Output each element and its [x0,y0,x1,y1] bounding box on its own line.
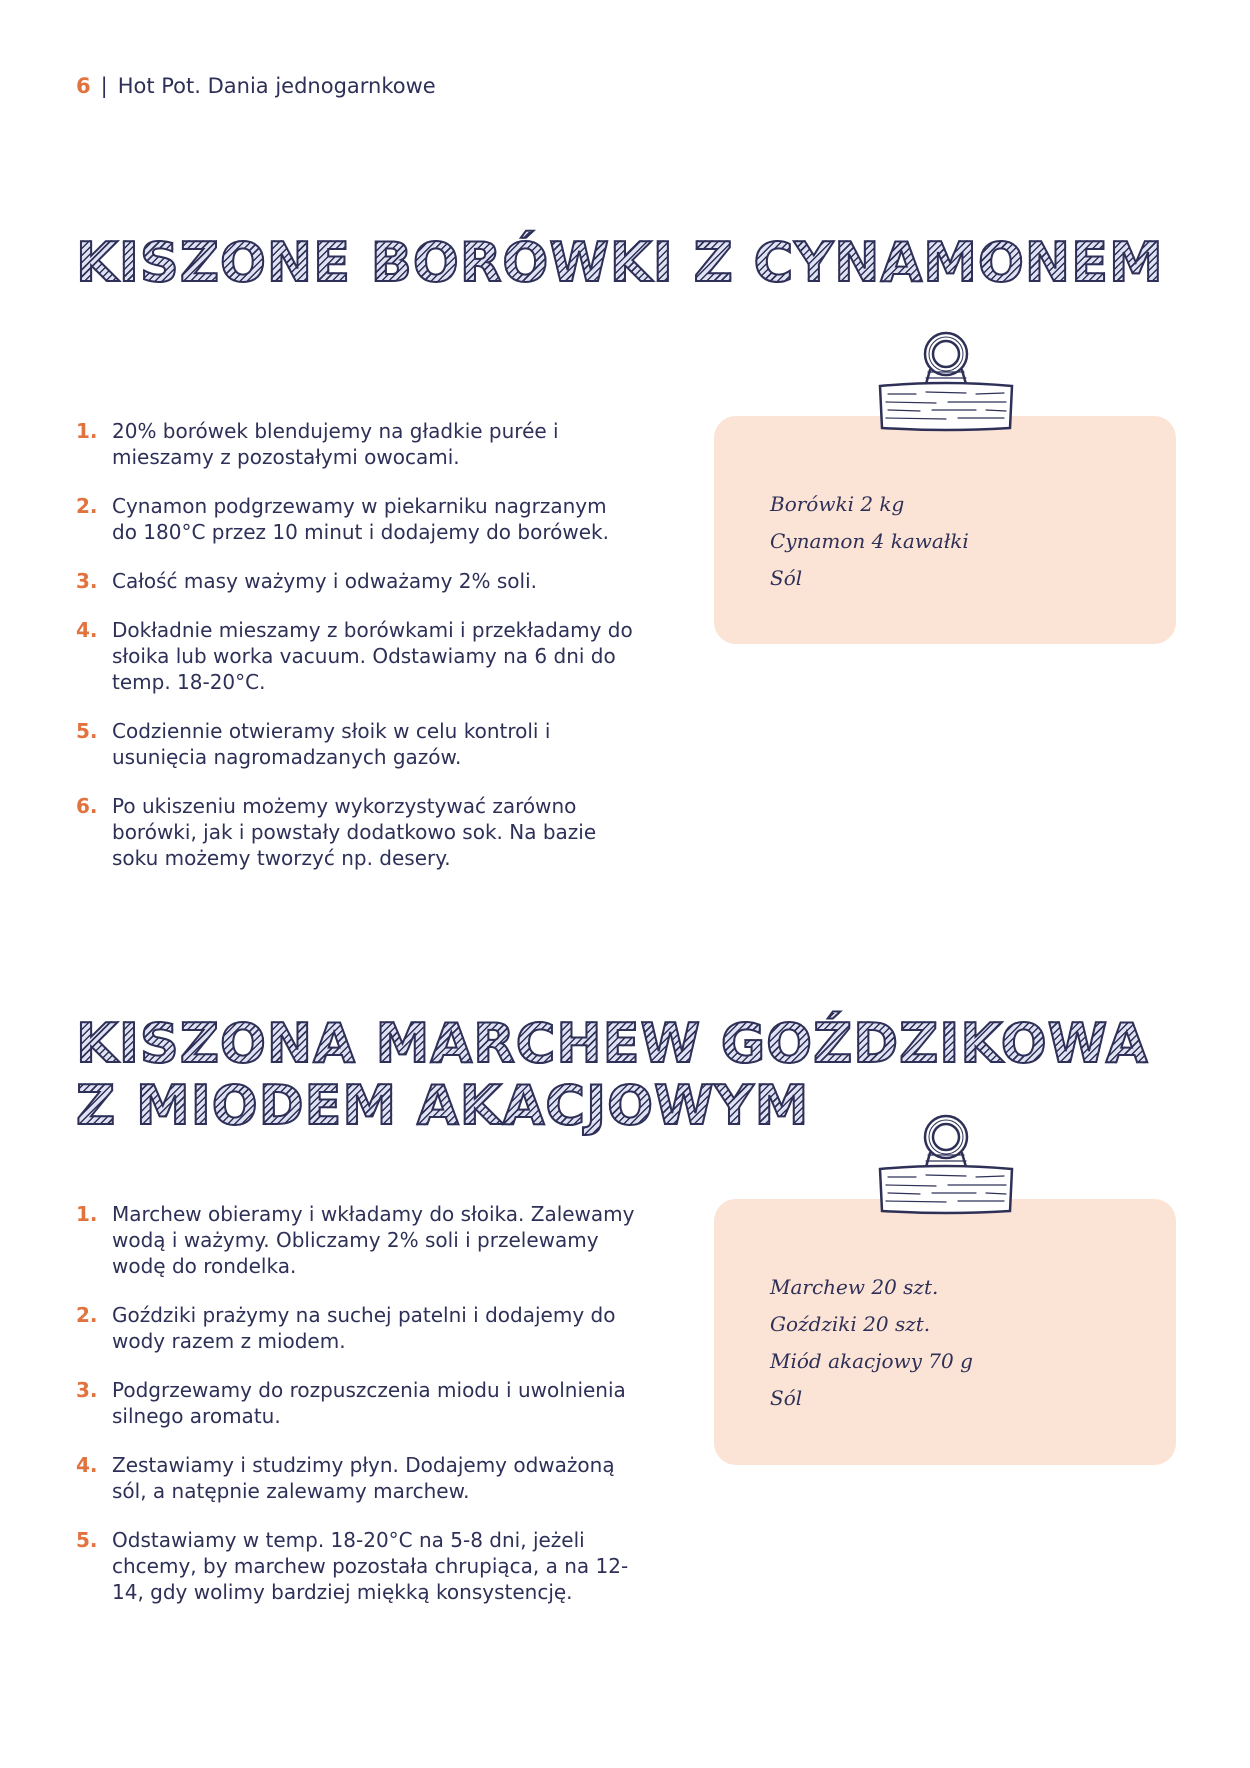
ingredient-item: Sól [770,566,803,590]
step-item [76,493,636,545]
step-text: Całość masy ważymy i odważamy 2% soli. [112,569,537,593]
step-text: Podgrzewamy do rozpuszczenia miodu i uwolnienia silnego aromatu. [112,1378,626,1428]
step-number: 5. [76,719,98,743]
step-number: 1. [76,1202,98,1226]
step-number: 4. [76,618,98,642]
step-number: 4. [76,1453,98,1477]
step-item [76,1201,636,1279]
step-text: Codziennie otwieramy słoik w celu kontroli i usunięcia nagromadzanych gazów. [112,719,551,769]
binder-clip-icon [876,328,1016,432]
recipe1-steps [76,418,636,894]
ingredient-item: Borówki 2 kg [770,492,905,516]
step-item [76,418,636,470]
page-number: 6 [76,74,91,98]
step-number: 2. [76,1303,98,1327]
step-text: Odstawiamy w temp. 18-20°C na 5-8 dni, jeżeli chcemy, by marchew pozostała chrupiąca, a na 12-14, gdy wolimy bardziej miękką konsystencję. [112,1528,629,1604]
step-text: Marchew obieramy i wkładamy do słoika. Zalewamy wodą i ważymy. Obliczamy 2% soli i przelewamy wodę do rondelka. [112,1202,635,1278]
step-number: 1. [76,419,98,443]
step-text: 20% borówek blendujemy na gładkie purée i mieszamy z pozostałymi owocami. [112,419,559,469]
step-item [76,617,636,695]
step-number: 3. [76,569,98,593]
step-item [76,718,636,770]
ingredient-item: Goździki 20 szt. [770,1312,931,1336]
step-text: Dokładnie mieszamy z borówkami i przekładamy do słoika lub worka vacuum. Odstawiamy na 6 dni do temp. 18-20°C. [112,618,633,694]
step-item [76,568,636,594]
ingredient-item: Cynamon 4 kawałki [770,529,969,553]
step-number: 5. [76,1528,98,1552]
step-text: Goździki prażymy na suchej patelni i dodajemy do wody razem z miodem. [112,1303,616,1353]
recipe1-ingredients [770,486,969,597]
step-number: 3. [76,1378,98,1402]
recipe1-title [76,232,1164,294]
step-item [76,1527,636,1605]
recipe1-ingredients-card [714,416,1176,644]
step-item [76,793,636,871]
page-header [76,74,436,98]
recipe2-ingredients-card [714,1199,1176,1465]
step-number: 2. [76,494,98,518]
step-text: Zestawiamy i studzimy płyn. Dodajemy odważoną sól, a natępnie zalewamy marchew. [112,1453,615,1503]
ingredient-item: Sól [770,1386,803,1410]
ingredient-item: Marchew 20 szt. [770,1275,939,1299]
header-title: Hot Pot. Dania jednogarnkowe [117,74,436,98]
step-item [76,1452,636,1504]
ingredient-item: Miód akacjowy 70 g [770,1349,973,1373]
recipe2-title-line1: KISZONA MARCHEW GOŹDZIKOWA [76,1012,1149,1075]
recipe2-ingredients [770,1269,973,1417]
step-text: Cynamon podgrzewamy w piekarniku nagrzanym do 180°C przez 10 minut i dodajemy do borówek. [112,494,609,544]
step-text: Po ukiszeniu możemy wykorzystywać zarówno borówki, jak i powstały dodatkowo sok. Na bazie soku możemy tworzyć np. desery. [112,794,597,870]
recipe1-title-text: KISZONE BORÓWKI Z CYNAMONEM [76,231,1164,294]
header-separator: | [100,74,108,98]
step-item [76,1377,636,1429]
recipe2-steps [76,1201,636,1628]
step-item [76,1302,636,1354]
binder-clip-icon [876,1111,1016,1215]
step-number: 6. [76,794,98,818]
recipe2-title-line2: Z MIODEM AKACJOWYM [76,1074,810,1137]
